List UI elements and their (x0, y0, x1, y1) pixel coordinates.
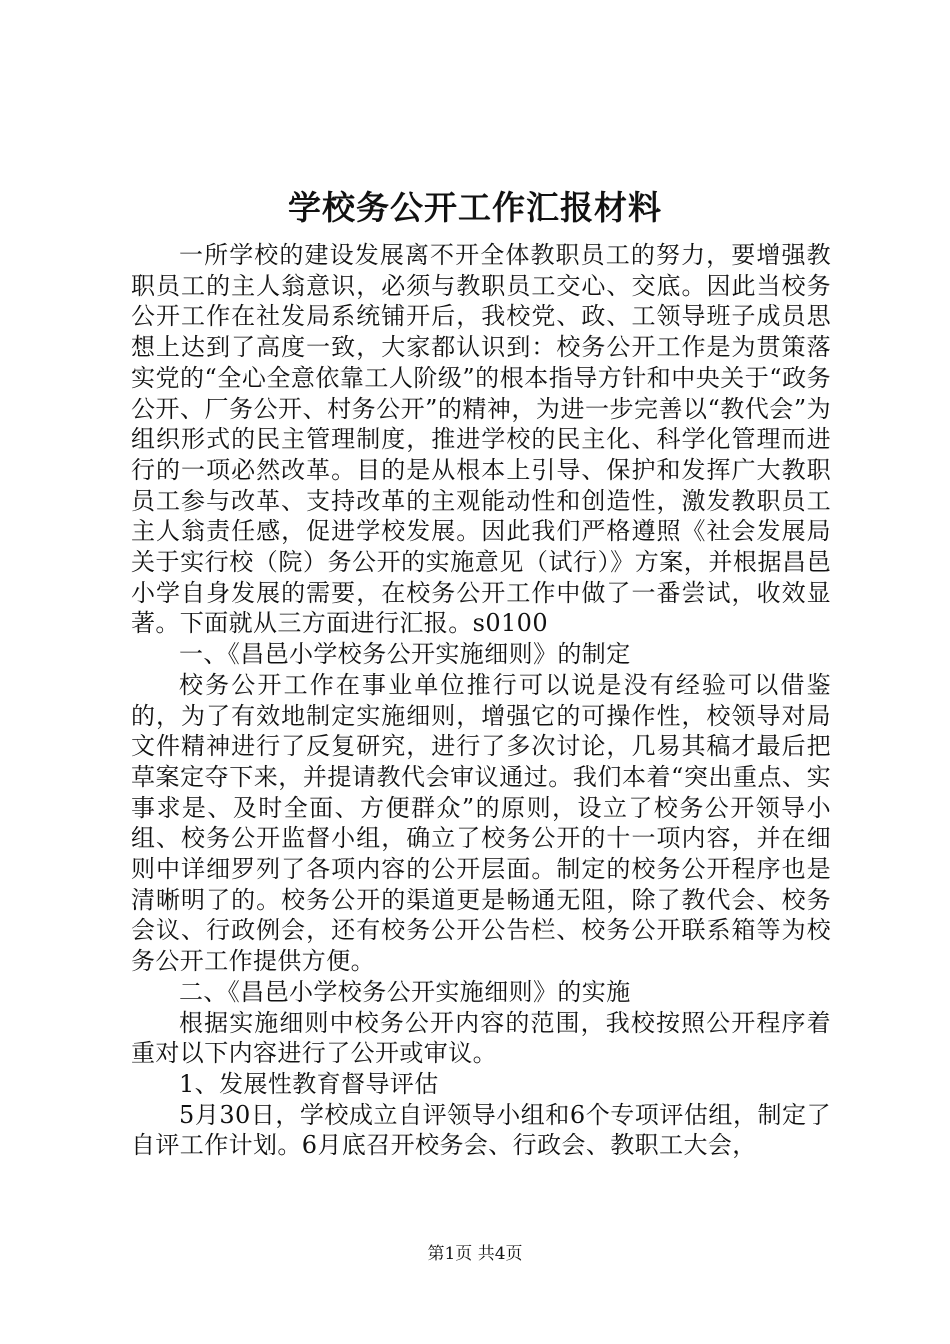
document-title: 学校务公开工作汇报材料 (288, 188, 662, 227)
paragraph-formulation: 校务公开工作在事业单位推行可以说是没有经验可以借鉴的，为了有效地制定实施细则，增强它的可操作性，校领导对局文件精神进行了反复研究，进行了多次讨论，几易其稿才最后把草案定夺下来，并提请教代会审议通过。我们本着“突出重点、实事求是、及时全面、方便群众”的原则，设立了校务公开领导小组、校务公开监督小组，确立了校务公开的十一项内容，并在细则中详细罗列了各项内容的公开层面。制定的校务公开程序也是清晰明了的。校务公开的渠道更是畅通无阻，除了教代会、校务会议、行政例会，还有校务公开公告栏、校务公开联系箱等为校务公开工作提供方便。 (131, 670, 831, 976)
section-heading-implementation: 二、《昌邑小学校务公开实施细则》的实施 (179, 977, 631, 1006)
page-number: 第1页 共4页 (427, 1244, 523, 1264)
paragraph-evaluation: 5月30日，学校成立自评领导小组和6个专项评估组，制定了自评工作计划。6月底召开校务会、行政会、教职工大会， (131, 1100, 831, 1160)
paragraph-implementation: 根据实施细则中校务公开内容的范围，我校按照公开程序着重对以下内容进行了公开或审议。 (131, 1008, 831, 1068)
paragraph-intro: 一所学校的建设发展离不开全体教职员工的努力，要增强教职员工的主人翁意识，必须与教职员工交心、交底。因此当校务公开工作在社发局系统铺开后，我校党、政、工领导班子成员思想上达到了高度一致，大家都认识到：校务公开工作是为贯策落实党的“全心全意依靠工人阶级”的根本指导方针和中央关于“政务公开、厂务公开、村务公开”的精神，为进一步完善以“教代会”为组织形式的民主管理制度，推进学校的民主化、科学化管理而进行的一项必然改革。目的是从根本上引导、保护和发挥广大教职员工参与改革、支持改革的主观能动性和创造性，激发教职员工主人翁责任感，促进学校发展。因此我们严格遵照《社会发展局关于实行校（院）务公开的实施意见（试行）》方案，并根据昌邑小学自身发展的需要，在校务公开工作中做了一番尝试，收效显著。下面就从三方面进行汇报。s0100 (131, 241, 831, 638)
section-heading-formulation: 一、《昌邑小学校务公开实施细则》的制定 (179, 640, 631, 669)
subsection-heading-evaluation: 1、发展性教育督导评估 (179, 1069, 439, 1098)
document-body (131, 240, 831, 1161)
